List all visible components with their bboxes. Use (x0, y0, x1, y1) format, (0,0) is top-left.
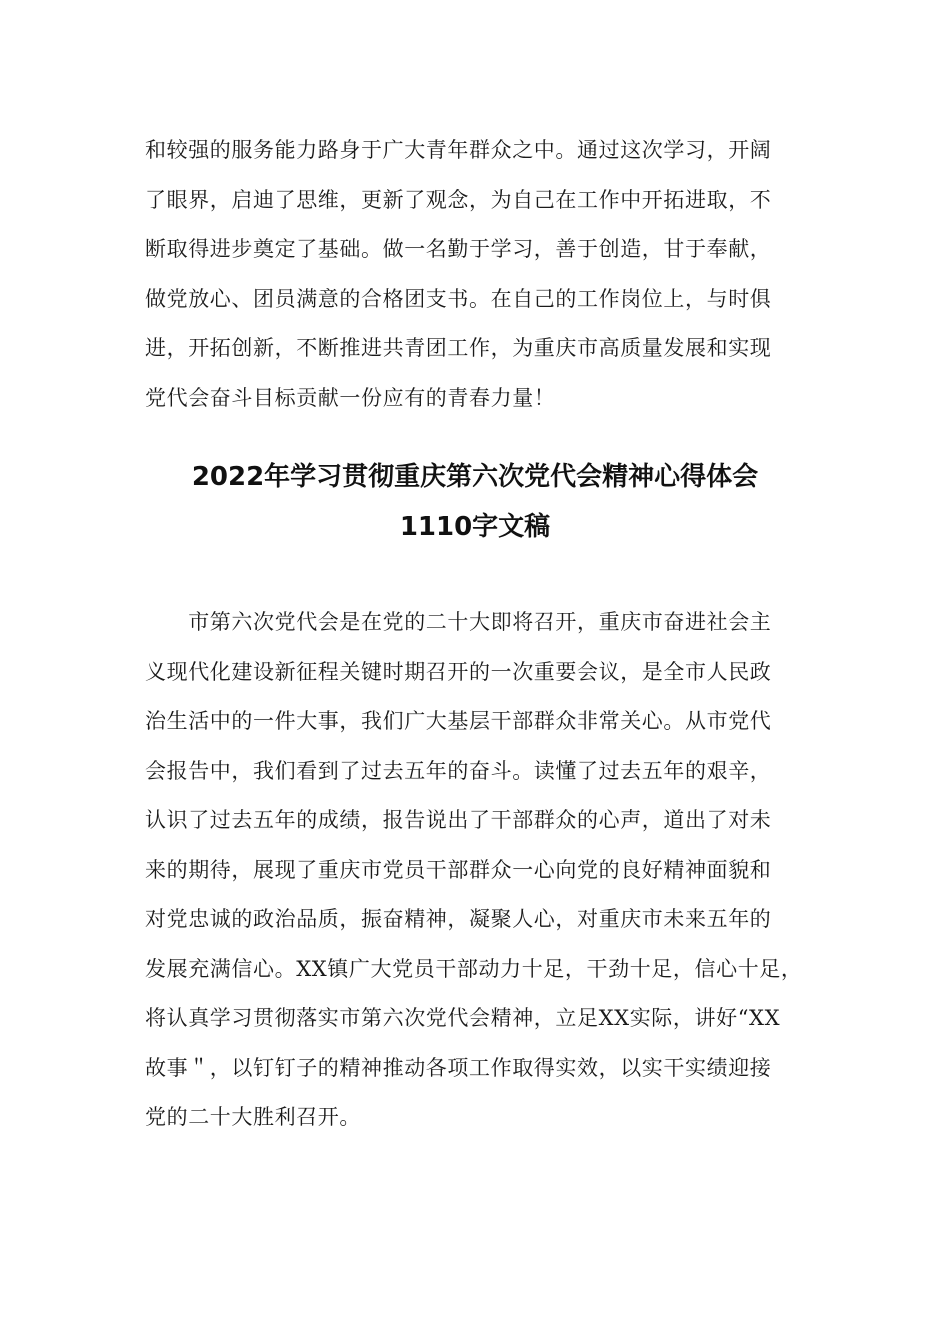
text-line: 将认真学习贯彻落实市第六次党代会精神，立足XX实际，讲好“XX (145, 1006, 781, 1030)
text-line: 断取得进步奠定了基础。做一名勤于学习，善于创造，甘于奉献， (145, 237, 772, 261)
text-line: 治生活中的一件大事，我们广大基层干部群众非常关心。从市党代 (145, 709, 772, 733)
main-paragraph (145, 598, 835, 1143)
document-title-line-2: 1110字文稿 (399, 512, 551, 542)
intro-paragraph (145, 126, 835, 423)
text-line: 党的二十大胜利召开。 (145, 1105, 361, 1129)
text-line: 市第六次党代会是在党的二十大即将召开，重庆市奋进社会主 (145, 610, 772, 634)
text-line: 发展充满信心。XX镇广大党员干部动力十足，干劲十足，信心十足， (145, 956, 803, 981)
text-line: 来的期待，展现了重庆市党员干部群众一心向党的良好精神面貌和 (145, 857, 772, 882)
text-line: 进，开拓创新，不断推进共青团工作，为重庆市高质量发展和实现 (145, 336, 772, 360)
document-title-line-1: 2022年学习贯彻重庆第六次党代会精神心得体会 (191, 462, 759, 492)
text-line: 认识了过去五年的成绩，报告说出了干部群众的心声，道出了对未 (145, 808, 772, 832)
text-line: 做党放心、团员满意的合格团支书。在自己的工作岗位上，与时俱 (145, 286, 772, 311)
text-line: 了眼界，启迪了思维，更新了观念，为自己在工作中开拓进取，不 (145, 187, 772, 212)
text-line: 义现代化建设新征程关键时期召开的一次重要会议，是全市人民政 (145, 659, 772, 684)
text-line: 故事＂，以钉钉子的精神推动各项工作取得实效，以实干实绩迎接 (145, 1055, 772, 1080)
text-line: 会报告中，我们看到了过去五年的奋斗。读懂了过去五年的艰辛， (145, 758, 772, 783)
text-line: 党代会奋斗目标贡献一份应有的青春力量！ (145, 385, 556, 410)
text-line: 对党忠诚的政治品质，振奋精神，凝聚人心，对重庆市未来五年的 (145, 907, 772, 931)
text-line: 和较强的服务能力路身于广大青年群众之中。通过这次学习，开阔 (145, 138, 772, 162)
